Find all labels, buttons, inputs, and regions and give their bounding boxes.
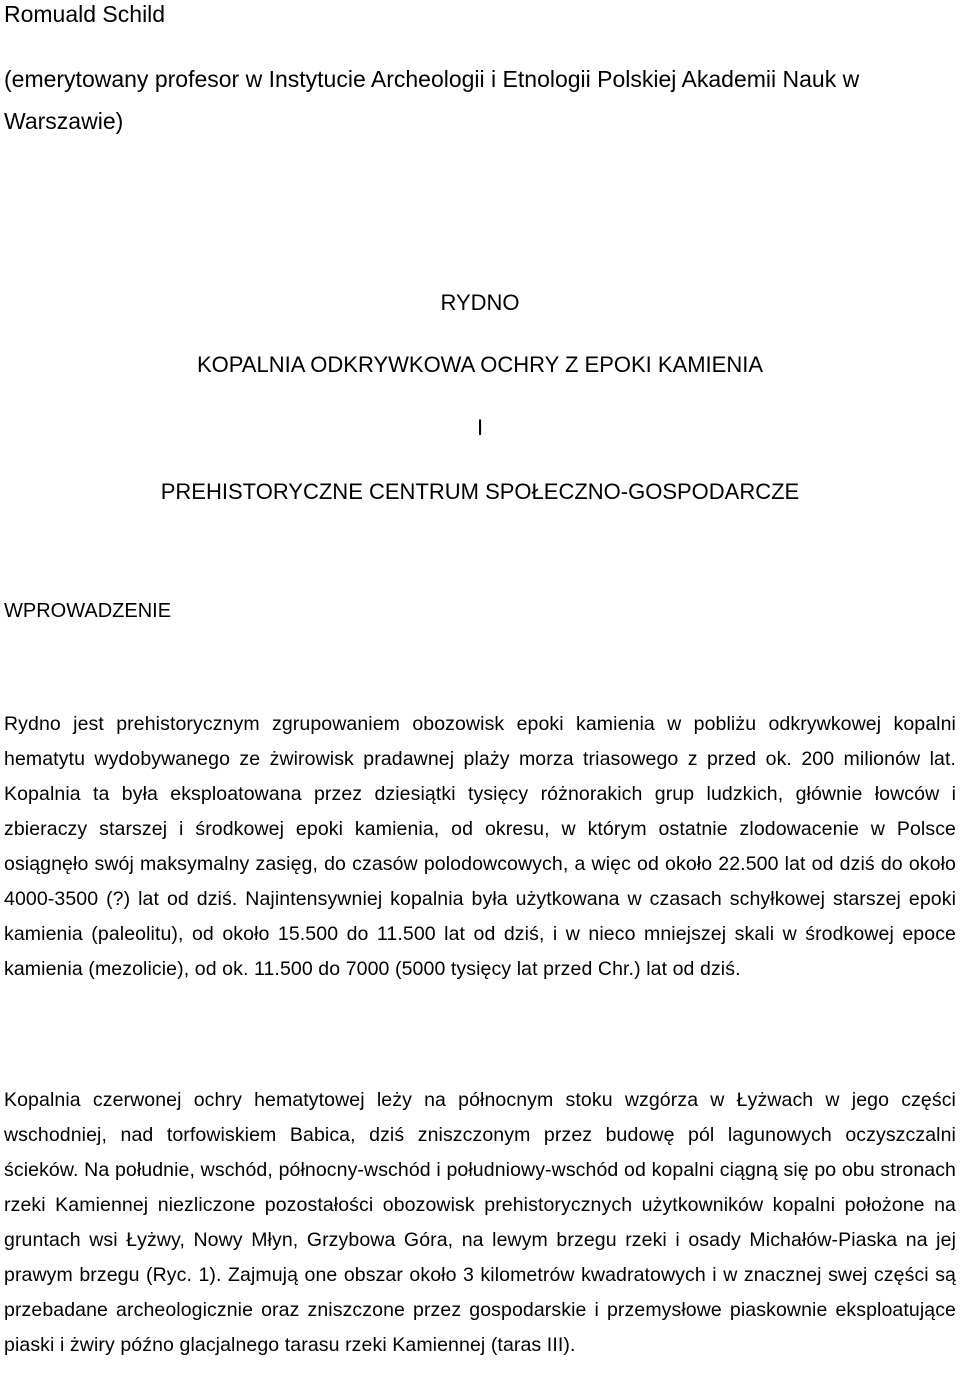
author-affiliation: (emerytowany profesor w Instytucie Archeologii i Etnologii Polskiej Akademii Nauk w Warszawie) <box>4 66 860 134</box>
paragraph-2: Kopalnia czerwonej ochry hematytowej leży na północnym stoku wzgórza w Łyżwach w jego części wschodniej, nad torfowiskiem Babica, dziś zniszczonym przez budowę pól lagunowych oczyszczalni ścieków. Na południe, wschód, północny-wschód i południowy-wschód od kopalni ciągną się po obu stronach rzeki Kamiennej niezliczone pozostałości obozowisk prehistorycznych użytkowników kopalni położone na gruntach wsi Łyżwy, Nowy Młyn, Grzybowa Góra, na lewym brzegu rzeki i osady Michałów-Piaska na jej prawym brzegu (Ryc. 1). Zajmują one obszar około 3 kilometrów kwadratowych i w znacznej swej części są przebadane archeologicznie oraz zniszczone przez gospodarskie i przemysłowe piaskownie eksploatujące piaski i żwiry późno glacjalnego tarasu rzeki Kamiennej (taras III). <box>4 1089 956 1356</box>
title-line-1: RYDNO <box>440 290 520 315</box>
title-line-3: I <box>476 415 484 440</box>
paragraph-1: Rydno jest prehistorycznym zgrupowaniem obozowisk epoki kamienia w pobliżu odkrywkowej kopalni hematytu wydobywanego ze żwirowisk pradawnej plaży morza triasowego z przed ok. 200 milionów lat. Kopalnia ta była eksploatowana przez dziesiątki tysięcy różnorakich grup ludzkich, głównie łowców i zbieraczy starszej i środkowej epoki kamienia, od okresu, w którym ostatnie zlodowacenie w Polsce osiągnęło swój maksymalny zasięg, do czasów polodowcowych, a więc od około 22.500 lat od dziś do około 4000-3500 (?) lat od dziś. Najintensywniej kopalnia była użytkowana w czasach schyłkowej starszej epoki kamienia (paleolitu), od około 15.500 do 11.500 lat od dziś, i w nieco mniejszej skali w środkowej epoce kamienia (mezolicie), od ok. 11.500 do 7000 (5000 tysięcy lat przed Chr.) lat od dziś. <box>4 713 956 980</box>
author-name: Romuald Schild <box>4 1 166 27</box>
title-line-4: PREHISTORYCZNE CENTRUM SPOŁECZNO-GOSPODARCZE <box>160 479 800 504</box>
title-line-2: KOPALNIA ODKRYWKOWA OCHRY Z EPOKI KAMIENIA <box>196 352 764 377</box>
section-heading: WPROWADZENIE <box>4 600 172 622</box>
